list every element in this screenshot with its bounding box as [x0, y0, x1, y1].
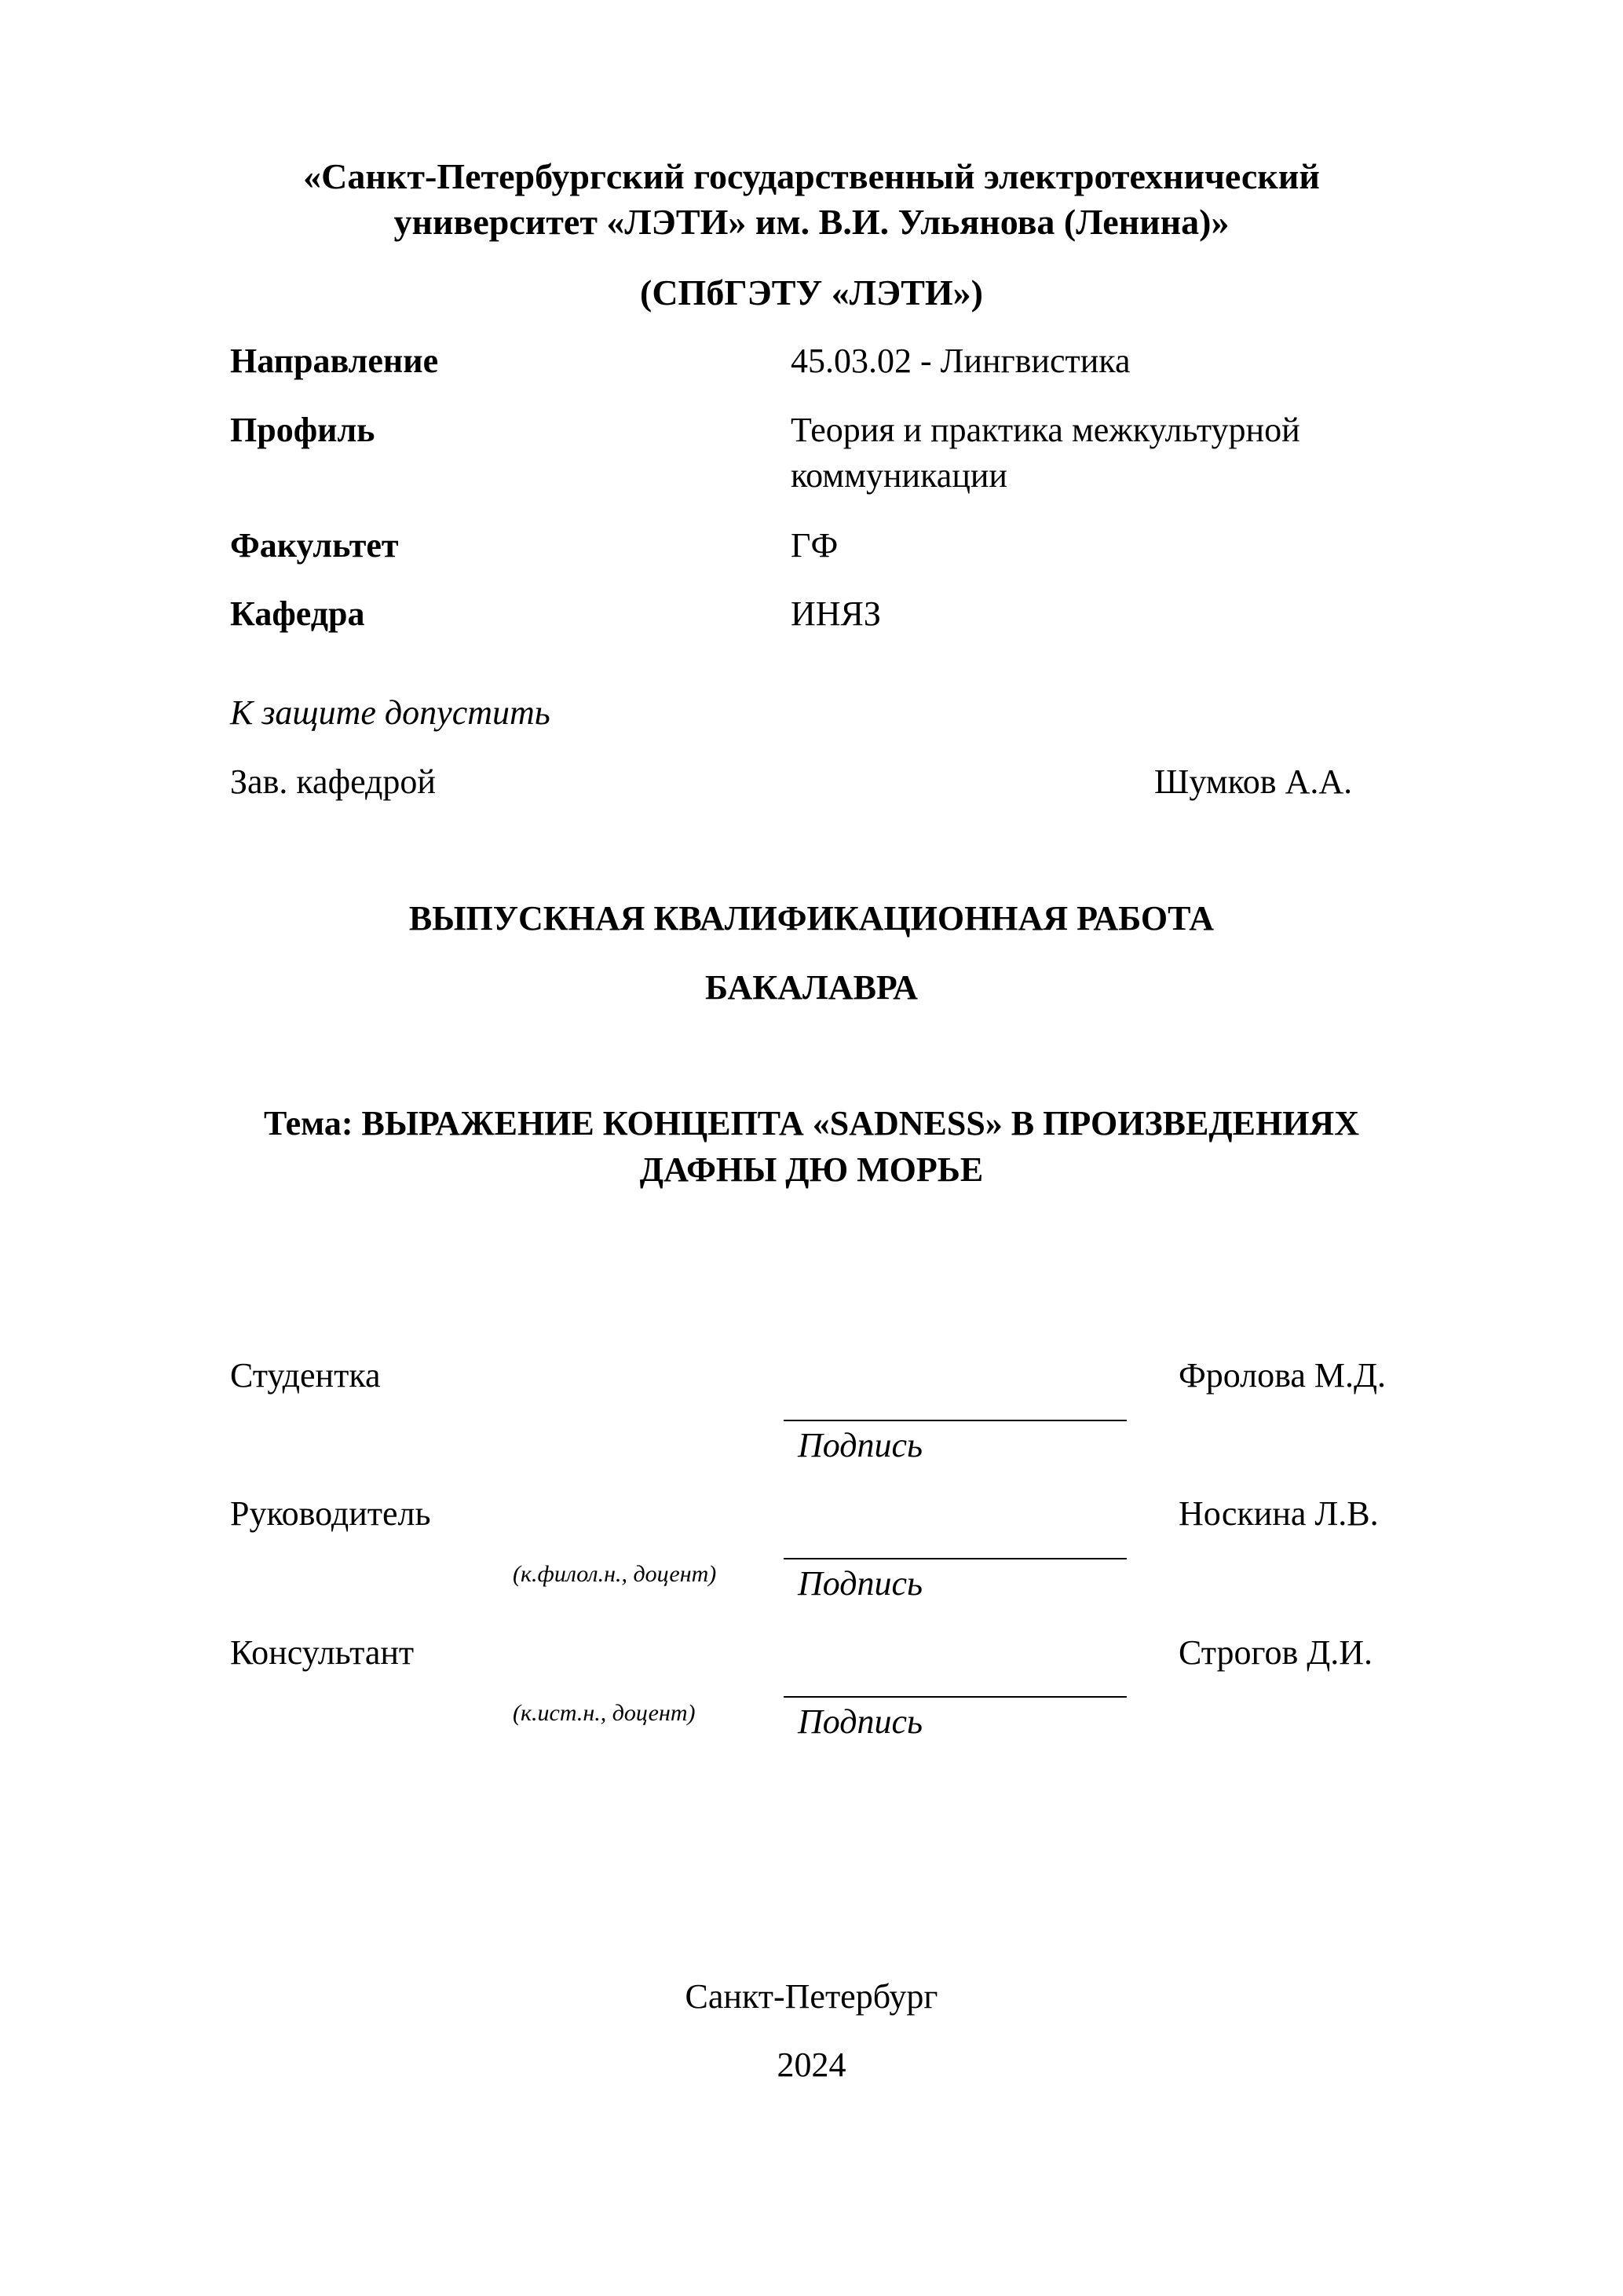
university-abbreviation: (СПбГЭТУ «ЛЭТИ») [640, 272, 983, 313]
info-value-profile-line2: коммуникации [791, 456, 1007, 495]
info-label-department: Кафедра [230, 594, 365, 633]
signature-role-consultant: Консультант [230, 1633, 415, 1672]
admission-text: К защите допустить [230, 693, 550, 732]
info-label-profile: Профиль [230, 411, 375, 449]
signature-role-supervisor: Руководитель [230, 1494, 431, 1533]
signature-degree-consultant: (к.ист.н., доцент) [513, 1700, 696, 1726]
signature-name-supervisor: Носкина Л.В. [1179, 1494, 1379, 1533]
info-label-direction: Направление [230, 342, 439, 380]
footer-year: 2024 [777, 2046, 846, 2084]
signature-name-student: Фролова М.Д. [1179, 1356, 1386, 1395]
info-label-faculty: Факультет [230, 526, 399, 565]
signature-line-consultant [784, 1696, 1127, 1698]
university-name-line1: «Санкт-Петербургский государственный электротехнический [303, 156, 1320, 196]
info-value-profile-line1: Теория и практика межкультурной [791, 411, 1300, 449]
signature-role-student: Студентка [230, 1356, 381, 1395]
info-value-faculty: ГФ [791, 526, 839, 565]
info-value-direction: 45.03.02 - Лингвистика [791, 342, 1131, 380]
footer-city: Санкт-Петербург [685, 1977, 938, 2016]
topic-line1: Тема: ВЫРАЖЕНИЕ КОНЦЕПТА «SADNESS» В ПРОИЗВЕДЕНИЯХ [263, 1104, 1359, 1143]
signature-line-student [784, 1420, 1127, 1421]
signature-label-supervisor: Подпись [798, 1564, 923, 1603]
signature-degree-supervisor: (к.филол.н., доцент) [513, 1561, 717, 1587]
topic-line2: ДАФНЫ ДЮ МОРЬЕ [639, 1150, 984, 1189]
university-name-line2: университет «ЛЭТИ» им. В.И. Ульянова (Ленина)» [393, 202, 1230, 242]
work-type-line2: БАКАЛАВРА [705, 968, 918, 1007]
signature-name-consultant: Строгов Д.И. [1179, 1633, 1373, 1672]
info-value-department: ИНЯЗ [791, 594, 881, 633]
admission-role: Зав. кафедрой [230, 762, 436, 801]
signature-line-supervisor [784, 1558, 1127, 1559]
admission-name: Шумков А.А. [1154, 762, 1353, 801]
work-type-line1: ВЫПУСКНАЯ КВАЛИФИКАЦИОННАЯ РАБОТА [408, 899, 1215, 938]
signature-label-student: Подпись [798, 1426, 923, 1464]
signature-label-consultant: Подпись [798, 1702, 923, 1741]
